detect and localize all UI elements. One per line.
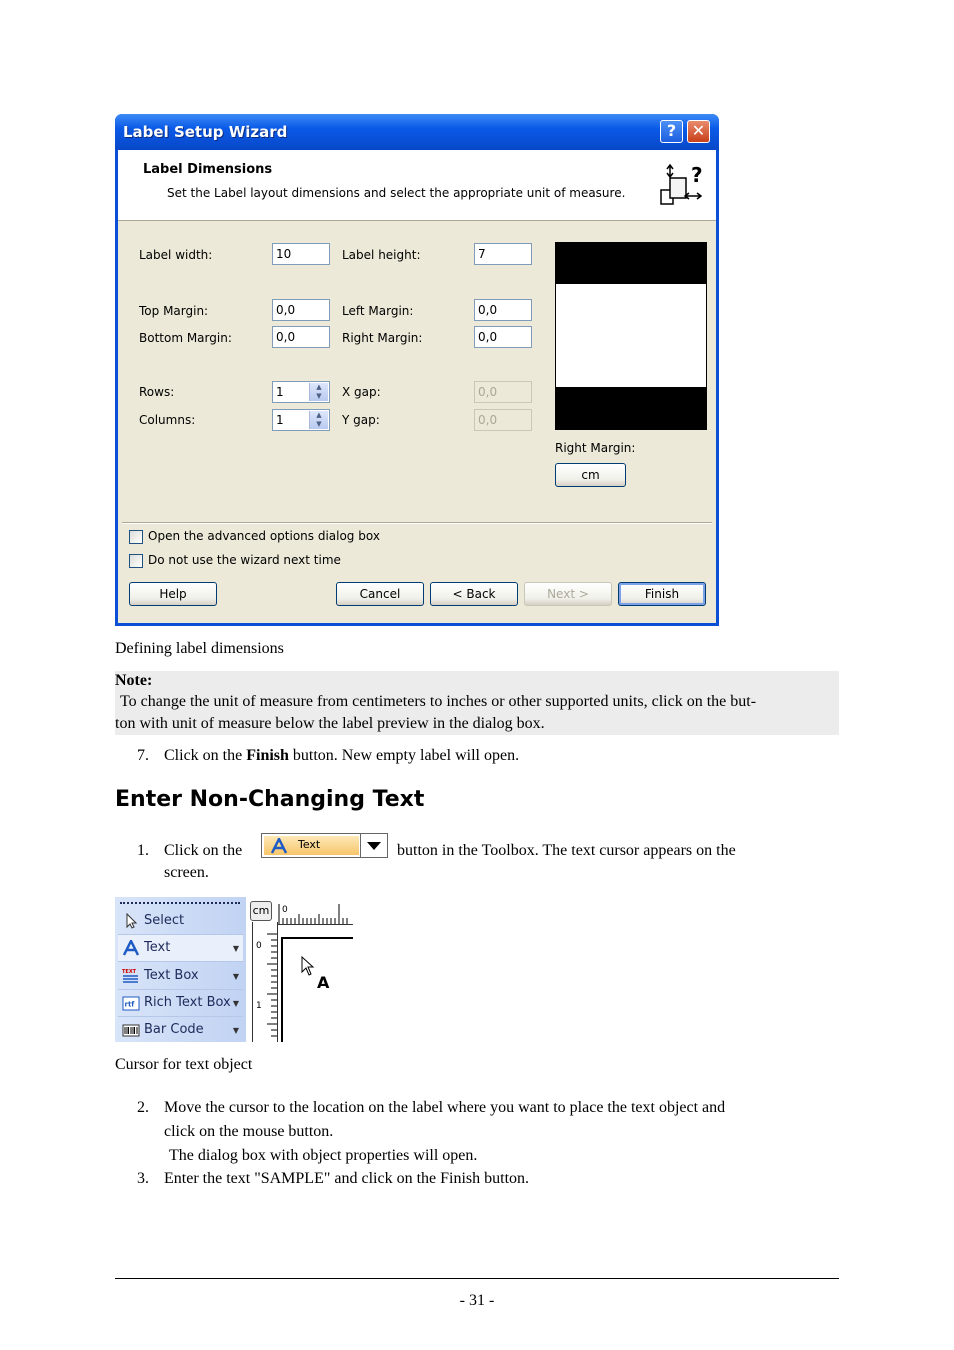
svg-text:?: ?	[691, 163, 703, 187]
figure-caption-1: Defining label dimensions	[115, 640, 284, 657]
x-gap-input: 0,0	[474, 381, 532, 403]
right-margin-label: Right Margin:	[342, 331, 423, 345]
unit-of-measure-button[interactable]: cm	[555, 463, 626, 487]
text-tool-button-image	[261, 833, 388, 858]
step-7-text	[164, 747, 519, 765]
toolbox-item-text[interactable]	[118, 935, 243, 962]
step-3-text: Enter the text "SAMPLE" and click on the Finish button.	[164, 1170, 530, 1187]
toolbox-item-text-box[interactable]	[118, 963, 243, 990]
section-heading: Enter Non-Changing Text	[115, 787, 425, 812]
dropdown-arrow-icon[interactable]: ▼	[232, 999, 239, 1008]
rich-text-icon-badge: rtf	[124, 1000, 135, 1009]
columns-stepper[interactable]	[272, 409, 330, 431]
help-title-button[interactable]: ?	[660, 120, 683, 143]
text-cursor-icon	[299, 955, 335, 991]
no-wizard-label[interactable]: Do not use the wizard next time	[148, 553, 341, 567]
pointer-icon	[122, 913, 140, 929]
label-width-label: Label width:	[139, 248, 213, 262]
toolbox-item-label: Rich Text Box	[144, 995, 231, 1010]
dialog-client-area	[118, 150, 716, 623]
note-line-1: To change the unit of measure from centimeters to inches or other supported units, click on the but-	[120, 693, 757, 710]
no-wizard-checkbox[interactable]	[129, 554, 143, 568]
text-tool-label: Text	[298, 838, 321, 851]
wizard-step-subtitle: Set the Label layout dimensions and select the appropriate unit of measure.	[167, 186, 626, 200]
finish-button[interactable]: Finish	[618, 582, 706, 606]
toolbox-item-bar-code[interactable]	[118, 1017, 243, 1042]
right-margin-input[interactable]: 0,0	[474, 326, 532, 348]
toolbox-grip	[120, 902, 240, 906]
figure-caption-2: Cursor for text object	[115, 1056, 253, 1073]
toolbox-item-select[interactable]	[118, 908, 243, 935]
rows-stepper[interactable]	[272, 381, 330, 403]
step-1-number: 1.	[137, 842, 149, 859]
columns-label: Columns:	[139, 413, 196, 427]
y-gap-input: 0,0	[474, 409, 532, 431]
button-divider	[360, 834, 361, 857]
page-number: - 31 -	[459, 1292, 495, 1309]
label-height-input[interactable]: 7	[474, 243, 532, 265]
text-box-icon-badge: TEXT	[122, 969, 137, 975]
barcode-icon	[122, 1022, 140, 1038]
rows-value: 1	[276, 385, 284, 399]
step-2-number: 2.	[137, 1099, 149, 1116]
y-gap-label: Y gap:	[342, 413, 380, 427]
step-7-number: 7.	[137, 747, 149, 764]
ruler-v-zero: 0	[256, 941, 262, 951]
wizard-step-title: Label Dimensions	[143, 162, 273, 177]
step-7-post: button. New empty label will open.	[288, 747, 520, 764]
step-7-pre: Click on the	[164, 747, 247, 764]
columns-spin-arrows-icon[interactable]: ▲ ▼	[309, 411, 328, 429]
ruler-h-zero: 0	[282, 905, 288, 915]
step-2-line-2: click on the mouse button.	[164, 1123, 334, 1140]
help-button[interactable]: Help	[129, 582, 217, 606]
dialog-title: Label Setup Wizard	[123, 123, 288, 141]
step-2-line-1: Move the cursor to the location on the label where you want to place the text object and	[164, 1099, 726, 1116]
note-line-2: ton with unit of measure below the label preview in the dialog box.	[115, 715, 545, 732]
toolbox-item-rich-text-box[interactable]	[118, 990, 243, 1017]
text-letter-icon	[270, 838, 288, 854]
step-3-number: 3.	[137, 1170, 149, 1187]
text-box-icon	[122, 968, 140, 984]
wizard-header	[118, 150, 716, 221]
vertical-ruler	[252, 922, 278, 1042]
preview-caption: Right Margin:	[555, 441, 636, 455]
chevron-down-icon	[366, 841, 382, 851]
horizontal-ruler	[276, 900, 353, 925]
step-1-post: button in the Toolbox. The text cursor appears on the	[397, 842, 736, 859]
label-preview	[555, 242, 707, 430]
dropdown-arrow-icon[interactable]: ▼	[232, 944, 239, 953]
toolbox-item-label: Text Box	[144, 968, 199, 983]
left-margin-input[interactable]: 0,0	[474, 299, 532, 321]
rows-label: Rows:	[139, 385, 175, 399]
title-bar[interactable]	[115, 114, 719, 150]
label-dimensions-icon	[656, 160, 706, 210]
step-1-pre: Click on the	[164, 842, 243, 859]
bottom-margin-label: Bottom Margin:	[139, 331, 232, 345]
label-setup-wizard-dialog	[115, 114, 719, 626]
step-1-line-2: screen.	[164, 864, 209, 881]
step-7-bold: Finish	[246, 747, 289, 764]
toolbox-panel	[115, 897, 246, 1042]
top-margin-label: Top Margin:	[139, 304, 209, 318]
separator	[122, 522, 712, 524]
dropdown-arrow-icon[interactable]: ▼	[232, 972, 239, 981]
bottom-margin-input[interactable]: 0,0	[272, 326, 330, 348]
label-preview-area	[556, 284, 706, 387]
back-button[interactable]: < Back	[430, 582, 518, 606]
unit-toggle-button[interactable]: cm	[250, 901, 272, 921]
rich-text-icon	[122, 995, 140, 1011]
ruler-v-one: 1	[256, 1001, 262, 1011]
cursor-letter: A	[317, 973, 330, 991]
close-button[interactable]: ✕	[687, 120, 710, 143]
left-margin-label: Left Margin:	[342, 304, 414, 318]
toolbox-screenshot	[115, 897, 353, 1042]
label-width-input[interactable]: 10	[272, 243, 330, 265]
note-title: Note:	[115, 672, 153, 689]
next-button: Next >	[524, 582, 612, 606]
rows-spin-arrows-icon[interactable]: ▲ ▼	[309, 383, 328, 401]
footer-rule	[115, 1278, 839, 1279]
label-height-label: Label height:	[342, 248, 421, 262]
toolbox-item-label: Select	[144, 913, 185, 928]
advanced-options-checkbox[interactable]	[129, 530, 143, 544]
cancel-button[interactable]: Cancel	[336, 582, 424, 606]
x-gap-label: X gap:	[342, 385, 381, 399]
advanced-options-label[interactable]: Open the advanced options dialog box	[148, 529, 380, 543]
step-2-line-3: The dialog box with object properties will open.	[169, 1147, 478, 1164]
toolbox-item-label: Bar Code	[144, 1022, 204, 1037]
note-box	[115, 671, 839, 735]
toolbox-item-label: Text	[144, 940, 171, 955]
columns-value: 1	[276, 413, 284, 427]
dropdown-arrow-icon[interactable]: ▼	[232, 1026, 239, 1035]
text-letter-icon	[122, 940, 140, 956]
top-margin-input[interactable]: 0,0	[272, 299, 330, 321]
